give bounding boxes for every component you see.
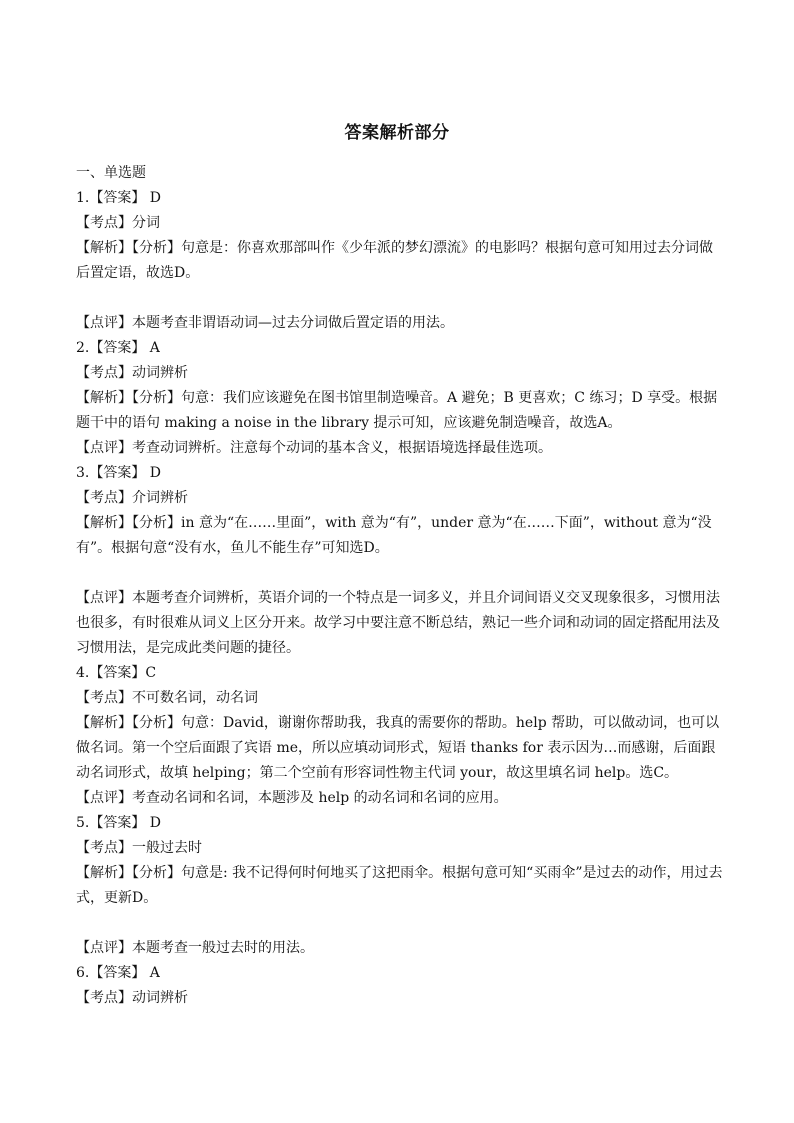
answer-line: 6.【答案】 A [76,965,160,981]
point-line: 【考点】分词 [76,215,160,231]
review-text: 【点评】本题考查非谓语动词—过去分词做后置定语的用法。 [76,315,454,331]
spacer [76,561,726,586]
analysis-text: 【解析】【分析】句意：我们应该避免在图书馆里制造噪音。A 避免；B 更喜欢；C 练习；D 享受。根据题干中的语句 making a noise in the library 提示可知，应该避免制造噪音，故选A。 [76,390,718,431]
point-line: 【考点】动词辨析 [76,990,188,1006]
page-title: 答案解析部分 [344,123,450,143]
answer-line: 4.【答案】C [76,665,157,681]
analysis-text: 【解析】【分析】句意：David，谢谢你帮助我，我真的需要你的帮助。help 帮助，可以做动词，也可以做名词。第一个空后面跟了宾语 me，所以应填动词形式，短语 thanks for 表示因为…而感谢，后面跟动名词形式，故填 helping；第二个空前有形容词性物主代词 your，故这里填名词 help。选C。 [76,715,720,781]
answer-content [76,161,726,1011]
point-line: 【考点】一般过去时 [76,840,202,856]
point-line: 【考点】介词辨析 [76,490,188,506]
section-heading: 一、单选题 [76,165,146,181]
review-text: 【点评】本题考查介词辨析，英语介词的一个特点是一词多义，并且介词间语义交叉现象很多，习惯用法也很多，有时很难从词义上区分开来。故学习中要注意不断总结，熟记一些介词和动词的固定搭配用法及习惯用法，是完成此类问题的捷径。 [76,590,720,656]
review-text: 【点评】考查动名词和名词，本题涉及 help 的动名词和名词的应用。 [76,790,508,806]
review-text: 【点评】本题考查一般过去时的用法。 [76,940,314,956]
analysis-text: 【解析】【分析】句意是：你喜欢那部叫作《少年派的梦幻漂流》的电影吗？根据句意可知用过去分词做后置定语，故选D。 [76,240,713,281]
analysis-text: 【解析】【分析】句意是: 我不记得何时何地买了这把雨伞。根据句意可知“买雨伞”是过去的动作，用过去式，更新D。 [76,865,723,906]
answer-line: 5.【答案】 D [76,815,162,831]
analysis-text: 【解析】【分析】in 意为“在……里面”，with 意为“有”，under 意为“在……下面”，without 意为“没有”。根据句意“没有水，鱼儿不能生存”可知选D。 [76,515,712,556]
point-line: 【考点】动词辨析 [76,365,188,381]
answer-line: 3.【答案】 D [76,465,162,481]
answer-line: 2.【答案】 A [76,340,160,356]
review-text: 【点评】考查动词辨析。注意每个动词的基本含义，根据语境选择最佳选项。 [76,440,552,456]
spacer [76,286,726,311]
answer-line: 1.【答案】 D [76,190,162,206]
spacer [76,911,726,936]
point-line: 【考点】不可数名词，动名词 [76,690,258,706]
